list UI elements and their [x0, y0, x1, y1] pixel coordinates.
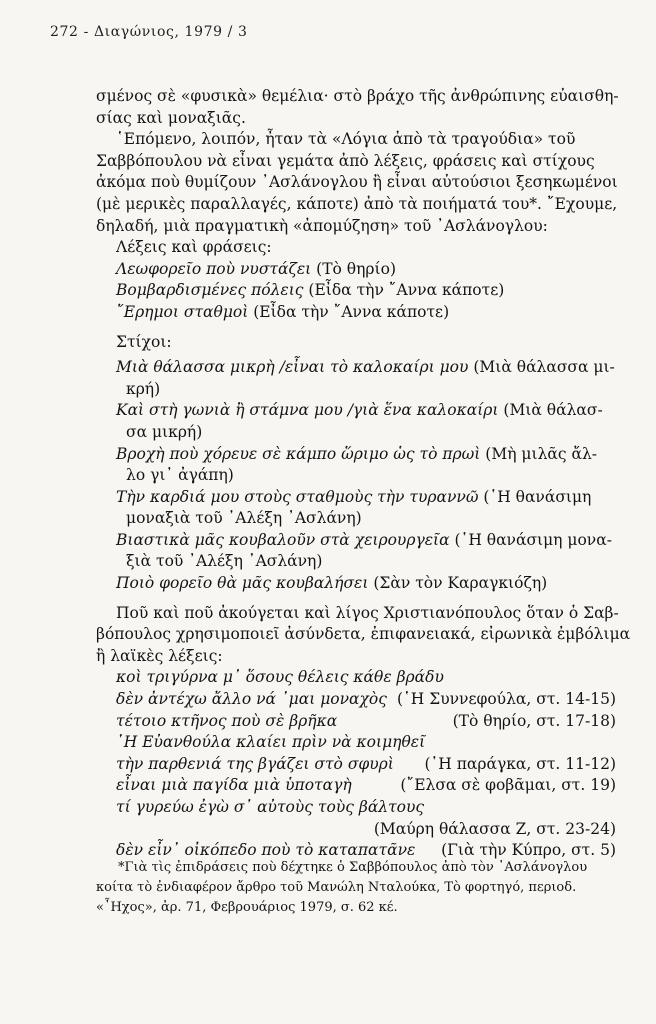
quote-source: (῾Η Συννεφούλα, στ. 14-15)	[397, 690, 616, 709]
verses-heading: Στίχοι:	[116, 332, 172, 351]
quote-line	[96, 667, 616, 689]
quote-line	[96, 754, 616, 776]
text-line: σμένος σὲ «φυσικὰ» θεμέλια· στὸ βράχο τῆς ἀνθρώπινης εὐαισθη-	[96, 87, 619, 105]
verse-text: Βροχὴ ποὺ χόρευε σὲ κάμπο ὥριμο ὡς τὸ πρωὶ	[116, 444, 481, 463]
quote-text: τί γυρεύω ἐγὼ σ᾿ αὐτοὺς τοὺς βάλτους	[116, 798, 425, 816]
text-line: (μὲ μερικὲς παραλλαγές, κάποτε) ἀπὸ τὰ ποιήματά του*. ῎Εχουμε,	[96, 194, 618, 213]
word-source: (Εἶδα τὴν ῎Αννα κάποτε)	[303, 281, 505, 300]
word-phrase: Λεωφορεῖο ποὺ νυστάζει	[116, 259, 312, 278]
verse-item	[96, 400, 616, 422]
verse-item	[96, 487, 616, 509]
verse-text: Καὶ στὴ γωνιὰ ἢ στάμνα μου /γιὰ ἕνα καλοκαίρι	[116, 401, 499, 420]
quote-source: (Τὸ θηρίο, στ. 17-18)	[452, 711, 616, 730]
word-item	[96, 259, 616, 281]
quote-text: τὴν παρθενιά της βγάζει στὸ σφυρὶ	[116, 754, 394, 773]
text-line: βόπουλος χρησιμοποιεῖ ἀσύνδετα, ἐπιφανειακά, εἰρωνικὰ ἐμβόλιμα	[96, 625, 631, 644]
quote-text: δὲν εἶν᾿ οἰκόπεδο ποὺ τὸ καταπατᾶνε	[116, 841, 416, 860]
page-header: 272 - Διαγώνιος, 1979 / 3	[50, 24, 248, 40]
text-line: Ποῦ καὶ ποῦ ἀκούγεται καὶ λίγος Χριστιανόπουλος ὅταν ὁ Σαβ-	[116, 603, 619, 622]
footnote	[96, 858, 616, 918]
quote-text: εἶναι μιὰ παγίδα μιὰ ὑποταγὴ	[116, 776, 352, 795]
quote-source: (Γιὰ τὴν Κύπρο, στ. 5)	[441, 841, 616, 860]
word-phrase: Βομβαρδισμένες πόλεις	[116, 281, 304, 300]
word-source: (Εἶδα τὴν ῎Αννα κάποτε)	[248, 302, 450, 321]
verse-continuation: σα μικρή)	[126, 422, 203, 441]
verse-text: Μιὰ θάλασσα μικρὴ /εἶναι τὸ καλοκαίρι μου	[116, 358, 469, 377]
text-line: Σαββόπουλου νὰ εἶναι γεμάτα ἀπὸ λέξεις, φράσεις καὶ στίχους	[96, 151, 595, 170]
verse-continuation: ξιὰ τοῦ ᾿Αλέξη ᾿Ασλάνη)	[126, 552, 323, 571]
quote-source: (῾Η παράγκα, στ. 11-12)	[424, 754, 616, 773]
quote-line	[96, 797, 616, 819]
verse-source: (Μὴ μιλᾶς ἄλ-	[480, 444, 598, 463]
verse-item	[96, 444, 616, 466]
verse-source: (Μιὰ θάλασσα μι-	[468, 358, 615, 377]
quote-text: ῾Η Εὐανθούλα κλαίει πρὶν νὰ κοιμηθεῖ	[116, 733, 426, 752]
text-line: δηλαδή, μιὰ πραγματικὴ «ἀπομύζηση» τοῦ ᾿Ασλάνογλου:	[96, 216, 548, 235]
text-line: ἀκόμα ποὺ θυμίζουν ᾿Ασλάνογλου ἢ εἶναι αὐτούσιοι ξεσηκωμένοι	[96, 173, 618, 192]
text-line: ῾Επόμενο, λοιπόν, ἦταν τὰ «Λόγια ἀπὸ τὰ τραγούδια» τοῦ	[116, 130, 576, 149]
footnote-line: κοίτα τὸ ἐνδιαφέρον ἄρθρο τοῦ Μανώλη Νταλούκα, Τὸ φορτηγό, περιοδ.	[96, 880, 577, 895]
verse-item	[96, 357, 616, 379]
quote-line	[96, 711, 616, 733]
quote-text: κοὶ τριγύρνα μ᾿ ὅσους θέλεις κάθε βράδυ	[116, 668, 444, 687]
verse-source: (῾Η θανάσιμη	[478, 487, 592, 506]
verse-source: (Μιὰ θάλασ-	[498, 401, 603, 420]
verse-item	[96, 573, 616, 595]
verse-text: Βιαστικὰ μᾶς κουβαλοῦν στὰ χειρουργεῖα	[116, 530, 450, 549]
quote-text: δὲν ἀντέχω ἄλλο νά ᾿μαι μοναχὸς	[116, 690, 387, 709]
quote-source: (῎Ελσα σὲ φοβᾶμαι, στ. 19)	[400, 776, 616, 795]
word-item	[96, 302, 616, 324]
word-phrase: ῎Ερημοι σταθμοὶ	[116, 302, 249, 321]
verse-continuation: λο γι᾿ ἀγάπη)	[126, 466, 234, 485]
quote-line	[96, 775, 616, 797]
footnote-line: *Γιὰ τὶς ἐπιδράσεις ποὺ δέχτηκε ὁ Σαββόπουλος ἀπὸ τὸν ᾿Ασλάνογλου	[118, 860, 588, 875]
word-item	[96, 280, 616, 302]
words-heading: Λέξεις καὶ φράσεις:	[116, 238, 272, 257]
verse-item	[96, 530, 616, 552]
main-text	[96, 86, 631, 862]
quote-text: τέτοιο κτῆνος ποὺ σὲ βρῆκα	[116, 711, 338, 730]
verse-source: (῾Η θανάσιμη μονα-	[449, 530, 612, 549]
quote-source-line: (Μαύρη θάλασσα Ζ, στ. 23-24)	[373, 819, 616, 838]
verse-text: Τὴν καρδιά μου στοὺς σταθμοὺς τὴν τυραννῶ	[116, 487, 479, 506]
footnote-line: «῏Ηχος», ἀρ. 71, Φεβρουάριος 1979, σ. 62 κέ.	[96, 900, 398, 915]
word-source: (Τὸ θηρίο)	[311, 259, 396, 278]
text-line: σίας καὶ μοναξιᾶς.	[96, 108, 246, 127]
verse-text: Ποιὸ φορεῖο θὰ μᾶς κουβαλήσει	[116, 574, 369, 593]
quote-line	[96, 689, 616, 711]
text-line: ἢ λαϊκὲς λέξεις:	[96, 646, 223, 665]
verse-source: (Σὰν τὸν Καραγκιόζη)	[368, 574, 548, 593]
verse-continuation: μοναξιὰ τοῦ ᾿Αλέξη ᾿Ασλάνη)	[126, 509, 362, 528]
quote-line	[96, 732, 616, 754]
verse-continuation: κρή)	[126, 379, 161, 398]
